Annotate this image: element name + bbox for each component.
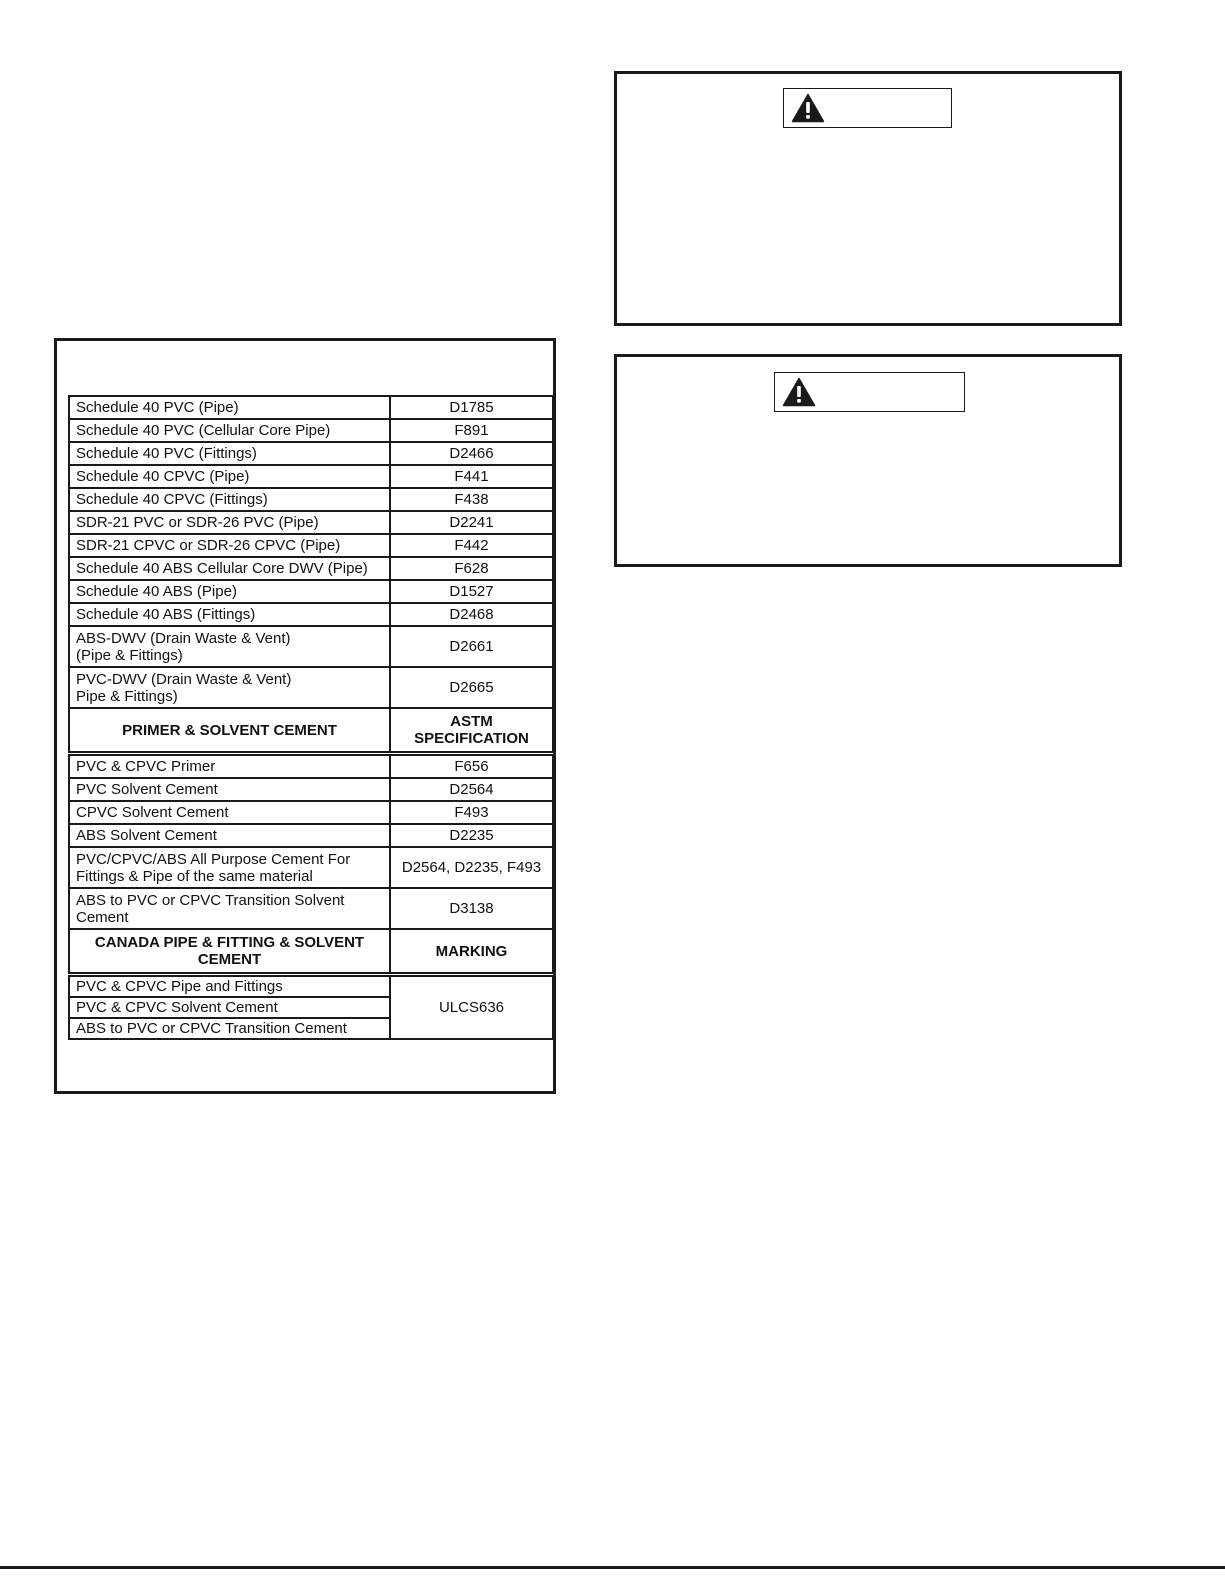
row-description: Schedule 40 CPVC (Fittings) bbox=[69, 488, 390, 511]
row-description: SDR-21 CPVC or SDR-26 CPVC (Pipe) bbox=[69, 534, 390, 557]
warning-box bbox=[614, 354, 1122, 567]
pipe-specification-panel bbox=[54, 338, 556, 1094]
row-astm-code: D3138 bbox=[390, 888, 553, 929]
row-astm-code: F441 bbox=[390, 465, 553, 488]
header-line: ASTM bbox=[450, 713, 493, 730]
row-astm-code: F891 bbox=[390, 419, 553, 442]
row-astm-code: D1785 bbox=[390, 396, 553, 419]
row-description-line: PVC-DWV (Drain Waste & Vent) bbox=[76, 670, 292, 688]
row-astm-code: F442 bbox=[390, 534, 553, 557]
alert-triangle-icon bbox=[782, 377, 816, 407]
table-row bbox=[69, 396, 553, 419]
row-description: Schedule 40 CPVC (Pipe) bbox=[69, 465, 390, 488]
section-header-canada bbox=[69, 929, 390, 975]
row-description: Schedule 40 ABS (Fittings) bbox=[69, 603, 390, 626]
row-description-line: PVC/CPVC/ABS All Purpose Cement For bbox=[76, 850, 351, 868]
table-row bbox=[69, 511, 553, 534]
table-row bbox=[69, 667, 553, 708]
header-line: CEMENT bbox=[197, 951, 262, 968]
table-section-header bbox=[69, 708, 553, 754]
row-description bbox=[69, 667, 390, 708]
row-description bbox=[69, 847, 390, 888]
table-row bbox=[69, 488, 553, 511]
row-astm-code: F438 bbox=[390, 488, 553, 511]
row-astm-code: D2466 bbox=[390, 442, 553, 465]
alert-triangle-icon bbox=[791, 93, 825, 123]
row-astm-code: D2468 bbox=[390, 603, 553, 626]
section-header-marking: MARKING bbox=[390, 929, 553, 975]
table-row bbox=[69, 603, 553, 626]
row-description-line: Cement bbox=[76, 908, 129, 926]
table-row bbox=[69, 847, 553, 888]
row-description: PVC & CPVC Primer bbox=[69, 754, 390, 779]
row-description-line: ABS-DWV (Drain Waste & Vent) bbox=[76, 629, 291, 647]
page-bottom-rule bbox=[0, 1566, 1225, 1569]
pipe-specification-table bbox=[68, 395, 554, 1040]
row-description: PVC & CPVC Solvent Cement bbox=[69, 997, 390, 1018]
row-description: Schedule 40 ABS Cellular Core DWV (Pipe) bbox=[69, 557, 390, 580]
table-row bbox=[69, 534, 553, 557]
row-description: PVC & CPVC Pipe and Fittings bbox=[69, 975, 390, 998]
row-description bbox=[69, 626, 390, 667]
table-row bbox=[69, 975, 553, 998]
row-description: Schedule 40 PVC (Fittings) bbox=[69, 442, 390, 465]
row-astm-code: D2564 bbox=[390, 778, 553, 801]
row-description-line: (Pipe & Fittings) bbox=[76, 646, 183, 664]
row-description: Schedule 40 PVC (Cellular Core Pipe) bbox=[69, 419, 390, 442]
row-description-line: Fittings & Pipe of the same material bbox=[76, 867, 313, 885]
row-description: ABS to PVC or CPVC Transition Cement bbox=[69, 1018, 390, 1039]
row-astm-code: D2564, D2235, F493 bbox=[390, 847, 553, 888]
warning-box bbox=[614, 71, 1122, 326]
row-description: Schedule 40 PVC (Pipe) bbox=[69, 396, 390, 419]
header-line: SPECIFICATION bbox=[414, 730, 529, 747]
warning-signal-label bbox=[783, 88, 952, 128]
row-description: PVC Solvent Cement bbox=[69, 778, 390, 801]
row-astm-code: F656 bbox=[390, 754, 553, 779]
table-row bbox=[69, 442, 553, 465]
table-row bbox=[69, 557, 553, 580]
table-row bbox=[69, 580, 553, 603]
section-header-primer-cement: PRIMER & SOLVENT CEMENT bbox=[69, 708, 390, 754]
section-header-astm-specification bbox=[390, 708, 553, 754]
table-row bbox=[69, 801, 553, 824]
table-row bbox=[69, 888, 553, 929]
row-description-line: Pipe & Fittings) bbox=[76, 687, 178, 705]
table-row bbox=[69, 824, 553, 847]
row-description: SDR-21 PVC or SDR-26 PVC (Pipe) bbox=[69, 511, 390, 534]
row-astm-code: D2235 bbox=[390, 824, 553, 847]
header-line: CANADA PIPE & FITTING & SOLVENT bbox=[94, 934, 365, 951]
table-row bbox=[69, 754, 553, 779]
row-astm-code: D2661 bbox=[390, 626, 553, 667]
row-astm-code: D2241 bbox=[390, 511, 553, 534]
row-description-line: ABS to PVC or CPVC Transition Solvent bbox=[76, 891, 345, 909]
warning-signal-label bbox=[774, 372, 965, 412]
table-row bbox=[69, 465, 553, 488]
table-row bbox=[69, 419, 553, 442]
table-row bbox=[69, 778, 553, 801]
row-astm-code: D1527 bbox=[390, 580, 553, 603]
row-astm-code: F628 bbox=[390, 557, 553, 580]
table-row bbox=[69, 626, 553, 667]
row-description: ABS Solvent Cement bbox=[69, 824, 390, 847]
canada-marking-code: ULCS636 bbox=[390, 975, 553, 1040]
table-section-header bbox=[69, 929, 553, 975]
row-description: Schedule 40 ABS (Pipe) bbox=[69, 580, 390, 603]
row-astm-code: F493 bbox=[390, 801, 553, 824]
row-astm-code: D2665 bbox=[390, 667, 553, 708]
row-description bbox=[69, 888, 390, 929]
row-description: CPVC Solvent Cement bbox=[69, 801, 390, 824]
